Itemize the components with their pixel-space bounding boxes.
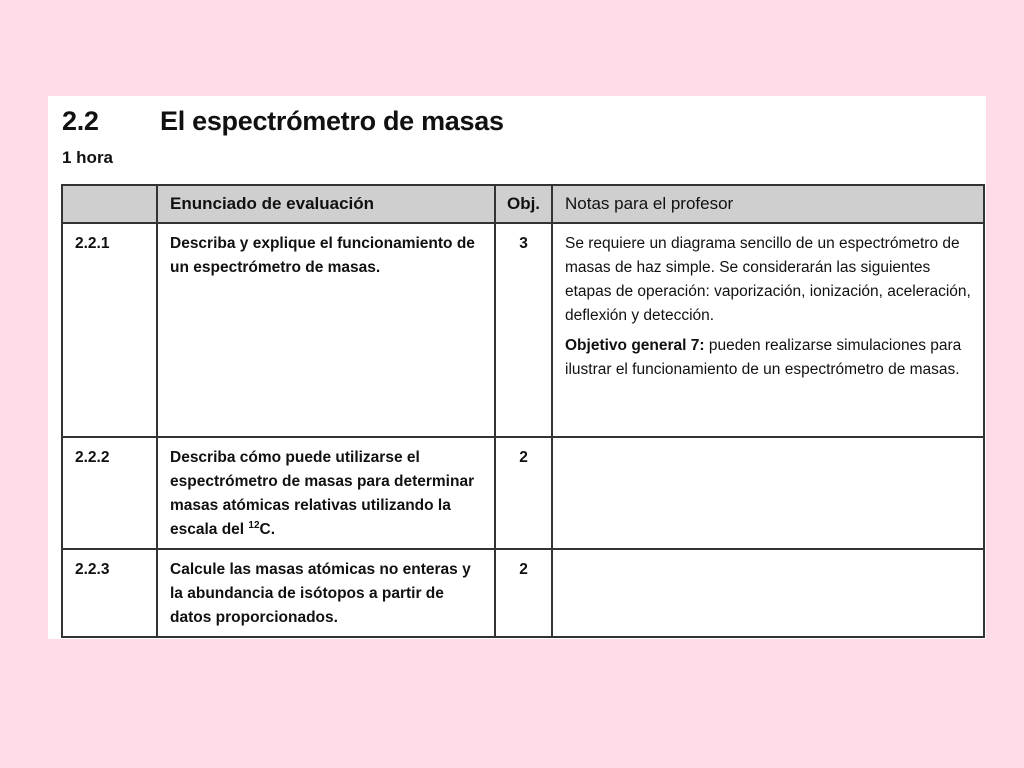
notes-extra-text: pueden realizarse simulaciones para ilustrar el funcionamiento de un espectrómetro de masas. bbox=[565, 337, 962, 378]
row-statement: Calcule las masas atómicas no enteras y la abundancia de isótopos a partir de datos proporcionados. bbox=[157, 549, 495, 637]
header-notes: Notas para el profesor bbox=[552, 185, 984, 223]
row-notes bbox=[552, 437, 984, 549]
section-title: El espectrómetro de masas bbox=[160, 106, 504, 136]
table-row bbox=[62, 223, 984, 437]
row-statement: Describa y explique el funcionamiento de un espectrómetro de masas. bbox=[157, 223, 495, 437]
row-notes bbox=[552, 223, 984, 437]
row-notes-text: Se requiere un diagrama sencillo de un espectrómetro de masas de haz simple. Se considerarán las siguientes etapas de operación: vaporización, ionización, aceleración, deflexión y detección. bbox=[565, 235, 971, 324]
statement-text: Describa cómo puede utilizarse el espectrómetro de masas para determinar masas atómicas relativas utilizando la escala del bbox=[170, 449, 475, 538]
table-row bbox=[62, 549, 984, 637]
row-id: 2.2.1 bbox=[62, 223, 157, 437]
header-id bbox=[62, 185, 157, 223]
row-id: 2.2.2 bbox=[62, 437, 157, 549]
header-statement: Enunciado de evaluación bbox=[157, 185, 495, 223]
section-heading bbox=[62, 106, 504, 137]
isotope-superscript: 12 bbox=[248, 520, 260, 531]
row-objective: 2 bbox=[495, 437, 552, 549]
row-id: 2.2.3 bbox=[62, 549, 157, 637]
row-objective: 3 bbox=[495, 223, 552, 437]
notes-extra-label: Objetivo general 7: bbox=[565, 337, 705, 354]
row-notes-extra bbox=[565, 334, 971, 382]
row-notes bbox=[552, 549, 984, 637]
syllabus-page bbox=[48, 96, 986, 639]
section-duration: 1 hora bbox=[62, 148, 114, 167]
row-statement bbox=[157, 437, 495, 549]
header-objective: Obj. bbox=[495, 185, 552, 223]
table-row bbox=[62, 437, 984, 549]
section-number: 2.2 bbox=[62, 106, 99, 136]
assessment-table bbox=[61, 184, 985, 638]
statement-tail: C. bbox=[259, 521, 276, 538]
table-header-row bbox=[62, 185, 984, 223]
row-objective: 2 bbox=[495, 549, 552, 637]
